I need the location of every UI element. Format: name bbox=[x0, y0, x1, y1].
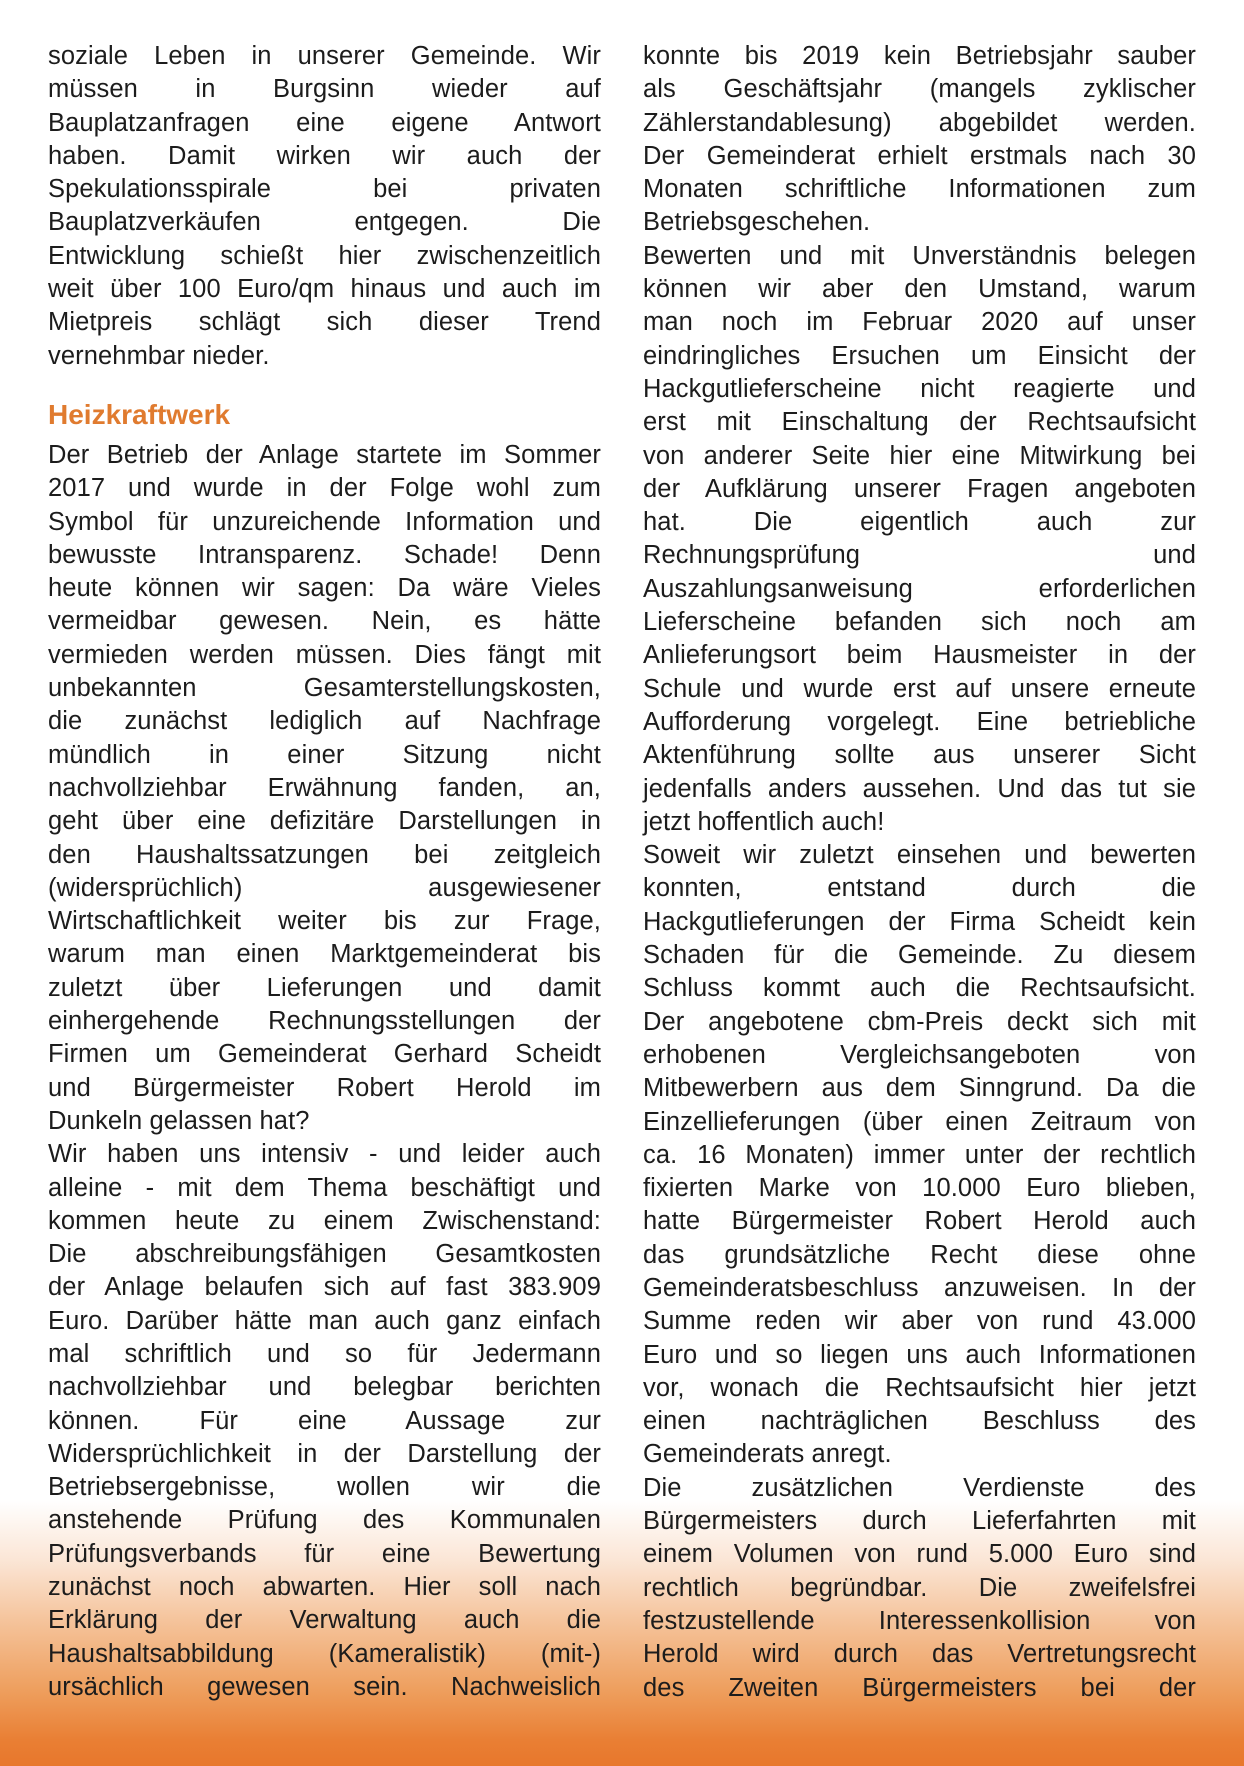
text-line: Der Betrieb der Anlage startete im Sommer bbox=[48, 440, 601, 469]
text-line: haben. Damit wirken wir auch der bbox=[48, 141, 601, 170]
text-line: warum man einen Marktgemeinderat bis bbox=[48, 940, 601, 969]
text-line: anstehende Prüfung des Kommunalen bbox=[48, 1506, 601, 1535]
text-line: eindringliches Ersuchen um Einsicht der bbox=[643, 341, 1196, 370]
text-line: Euro. Darüber hätte man auch ganz einfach bbox=[48, 1306, 601, 1335]
text-line: Einzellieferungen (über einen Zeitraum von bbox=[643, 1107, 1196, 1136]
text-line: mal schriftlich und so für Jedermann bbox=[48, 1339, 601, 1368]
text-line: Mitbewerbern aus dem Sinngrund. Da die bbox=[643, 1074, 1196, 1103]
text-line: Herold wird durch das Vertretungsrecht bbox=[643, 1640, 1196, 1669]
text-line: Erklärung der Verwaltung auch die bbox=[48, 1606, 601, 1635]
text-line: Spekulationsspirale bei privaten bbox=[48, 175, 601, 204]
text-line: Auszahlungsanweisung erforderlichen bbox=[643, 574, 1196, 603]
text-line: kommen heute zu einem Zwischenstand: bbox=[48, 1206, 601, 1235]
text-line: konnten, entstand durch die bbox=[643, 874, 1196, 903]
text-line: weit über 100 Euro/qm hinaus und auch im bbox=[48, 275, 601, 304]
text-line: hat. Die eigentlich auch zur bbox=[643, 508, 1196, 537]
text-line: Schaden für die Gemeinde. Zu diesem bbox=[643, 941, 1196, 970]
text-line: Schule und wurde erst auf unsere erneute bbox=[643, 674, 1196, 703]
text-line: Euro und so liegen uns auch Informationen bbox=[643, 1340, 1196, 1369]
text-line: können wir aber den Umstand, warum bbox=[643, 275, 1196, 304]
hackgutlieferungen-paragraph bbox=[643, 839, 1196, 1472]
text-line: Bauplatzanfragen eine eigene Antwort bbox=[48, 108, 601, 137]
text-line: Summe reden wir aber von rund 43.000 bbox=[643, 1307, 1196, 1336]
text-line: Bauplatzverkäufen entgegen. Die bbox=[48, 208, 601, 237]
text-line: festzustellende Interessenkollision von bbox=[643, 1606, 1196, 1635]
text-line: des Zweiten Bürgermeisters bei der bbox=[643, 1673, 1196, 1702]
text-line: Rechnungsprüfung und bbox=[643, 541, 1196, 570]
text-line: rechtlich begründbar. Die zweifelsfrei bbox=[643, 1573, 1196, 1602]
text-line: nachvollziehbar und belegbar berichten bbox=[48, 1373, 601, 1402]
text-line: mündlich in einer Sitzung nicht bbox=[48, 740, 601, 769]
text-line: Entwicklung schießt hier zwischenzeitlich bbox=[48, 241, 601, 270]
text-line: bewusste Intransparenz. Schade! Denn bbox=[48, 540, 601, 569]
text-line: können. Für eine Aussage zur bbox=[48, 1406, 601, 1435]
text-line: Mietpreis schlägt sich dieser Trend bbox=[48, 308, 601, 337]
text-line: Anlieferungsort beim Hausmeister in der bbox=[643, 641, 1196, 670]
text-line: Soweit wir zuletzt einsehen und bewerten bbox=[643, 841, 1196, 870]
text-line: der Aufklärung unserer Fragen angeboten bbox=[643, 474, 1196, 503]
text-line: Symbol für unzureichende Information und bbox=[48, 507, 601, 536]
text-line: ca. 16 Monaten) immer unter der rechtlich bbox=[643, 1140, 1196, 1169]
text-line: einhergehende Rechnungsstellungen der bbox=[48, 1007, 601, 1036]
text-line: den Haushaltssatzungen bei zeitgleich bbox=[48, 840, 601, 869]
text-line: zunächst noch abwarten. Hier soll nach bbox=[48, 1573, 601, 1602]
buergermeister-verdienste-paragraph bbox=[643, 1472, 1196, 1705]
text-line: vermieden werden müssen. Dies fängt mit bbox=[48, 640, 601, 669]
text-line: nachvollziehbar Erwähnung fanden, an, bbox=[48, 773, 601, 802]
text-line: Aktenführung sollte aus unserer Sicht bbox=[643, 741, 1196, 770]
heizkraftwerk-paragraph-2 bbox=[48, 1138, 601, 1704]
text-line: erst mit Einschaltung der Rechtsaufsicht bbox=[643, 408, 1196, 437]
text-line: vor, wonach die Rechtsaufsicht hier jetzt bbox=[643, 1373, 1196, 1402]
text-line: heute können wir sagen: Da wäre Vieles bbox=[48, 574, 601, 603]
text-line: Haushaltsabbildung (Kameralistik) (mit-) bbox=[48, 1639, 601, 1668]
text-line: fixierten Marke von 10.000 Euro blieben, bbox=[643, 1174, 1196, 1203]
text-line: (widersprüchlich) ausgewiesener bbox=[48, 873, 601, 902]
text-line: 2017 und wurde in der Folge wohl zum bbox=[48, 474, 601, 503]
text-line: Der angebotene cbm-Preis deckt sich mit bbox=[643, 1007, 1196, 1036]
text-line: Gemeinderatsbeschluss anzuweisen. In der bbox=[643, 1273, 1196, 1302]
text-line: das grundsätzliche Recht diese ohne bbox=[643, 1240, 1196, 1269]
text-line: ursächlich gewesen sein. Nachweislich bbox=[48, 1672, 601, 1701]
text-line: Der Gemeinderat erhielt erstmals nach 30 bbox=[643, 141, 1196, 170]
text-line: einen nachträglichen Beschluss des bbox=[643, 1407, 1196, 1436]
text-line: als Geschäftsjahr (mangels zyklischer bbox=[643, 75, 1196, 104]
text-line: Wirtschaftlichkeit weiter bis zur Frage, bbox=[48, 907, 601, 936]
text-line: Bürgermeisters durch Lieferfahrten mit bbox=[643, 1507, 1196, 1536]
text-line: der Anlage belaufen sich auf fast 383.909 bbox=[48, 1273, 601, 1302]
text-line: Lieferscheine befanden sich noch am bbox=[643, 608, 1196, 637]
text-line: man noch im Februar 2020 auf unser bbox=[643, 308, 1196, 337]
text-line: Die zusätzlichen Verdienste des bbox=[643, 1473, 1196, 1502]
text-line: Wir haben uns intensiv - und leider auch bbox=[48, 1140, 601, 1169]
heizkraftwerk-paragraph-1 bbox=[48, 439, 601, 1138]
betriebsjahr-paragraph bbox=[643, 40, 1196, 240]
text-line: Die abschreibungsfähigen Gesamtkosten bbox=[48, 1240, 601, 1269]
right-column bbox=[643, 40, 1196, 1705]
section-heading-heizkraftwerk: Heizkraftwerk bbox=[48, 398, 231, 430]
text-line: unbekannten Gesamterstellungskosten, bbox=[48, 674, 601, 703]
text-line: Widersprüchlichkeit in der Darstellung der bbox=[48, 1439, 601, 1468]
text-line: konnte bis 2019 kein Betriebsjahr sauber bbox=[643, 42, 1196, 70]
text-line: jedenfalls anders aussehen. Und das tut sie bbox=[643, 774, 1196, 803]
text-line: Hackgutlieferscheine nicht reagierte und bbox=[643, 374, 1196, 403]
text-line: müssen in Burgsinn wieder auf bbox=[48, 75, 601, 104]
text-line: jetzt hoffentlich auch! bbox=[643, 807, 885, 836]
text-line: die zunächst lediglich auf Nachfrage bbox=[48, 707, 601, 736]
left-column bbox=[48, 40, 601, 1704]
text-line: Gemeinderats anregt. bbox=[643, 1440, 892, 1469]
text-line: Betriebsgeschehen. bbox=[643, 208, 871, 237]
text-line: Bewerten und mit Unverständnis belegen bbox=[643, 241, 1196, 270]
lieferscheine-paragraph bbox=[643, 240, 1196, 839]
text-line: einem Volumen von rund 5.000 Euro sind bbox=[643, 1540, 1196, 1569]
text-line: hatte Bürgermeister Robert Herold auch bbox=[643, 1207, 1196, 1236]
text-line: erhobenen Vergleichsangeboten von bbox=[643, 1040, 1196, 1069]
text-line: Schluss kommt auch die Rechtsaufsicht. bbox=[643, 974, 1196, 1003]
text-line: geht über eine defizitäre Darstellungen in bbox=[48, 807, 601, 836]
text-line: Hackgutlieferungen der Firma Scheidt kein bbox=[643, 907, 1196, 936]
text-line: Aufforderung vorgelegt. Eine betriebliche bbox=[643, 707, 1196, 736]
text-line: Dunkeln gelassen hat? bbox=[48, 1106, 310, 1135]
text-line: zuletzt über Lieferungen und damit bbox=[48, 973, 601, 1002]
text-line: Monaten schriftliche Informationen zum bbox=[643, 175, 1196, 204]
text-line: Zählerstandablesung) abgebildet werden. bbox=[643, 108, 1196, 137]
text-line: Firmen um Gemeinderat Gerhard Scheidt bbox=[48, 1040, 601, 1069]
text-line: Prüfungsverbands für eine Bewertung bbox=[48, 1539, 601, 1568]
intro-paragraph bbox=[48, 40, 601, 373]
text-line: und Bürgermeister Robert Herold im bbox=[48, 1073, 601, 1102]
text-line: soziale Leben in unserer Gemeinde. Wir bbox=[48, 42, 601, 70]
text-line: Betriebsergebnisse, wollen wir die bbox=[48, 1473, 601, 1502]
text-line: von anderer Seite hier eine Mitwirkung bei bbox=[643, 441, 1196, 470]
text-line: alleine - mit dem Thema beschäftigt und bbox=[48, 1173, 601, 1202]
text-line: vernehmbar nieder. bbox=[48, 341, 270, 370]
text-line: vermeidbar gewesen. Nein, es hätte bbox=[48, 607, 601, 636]
